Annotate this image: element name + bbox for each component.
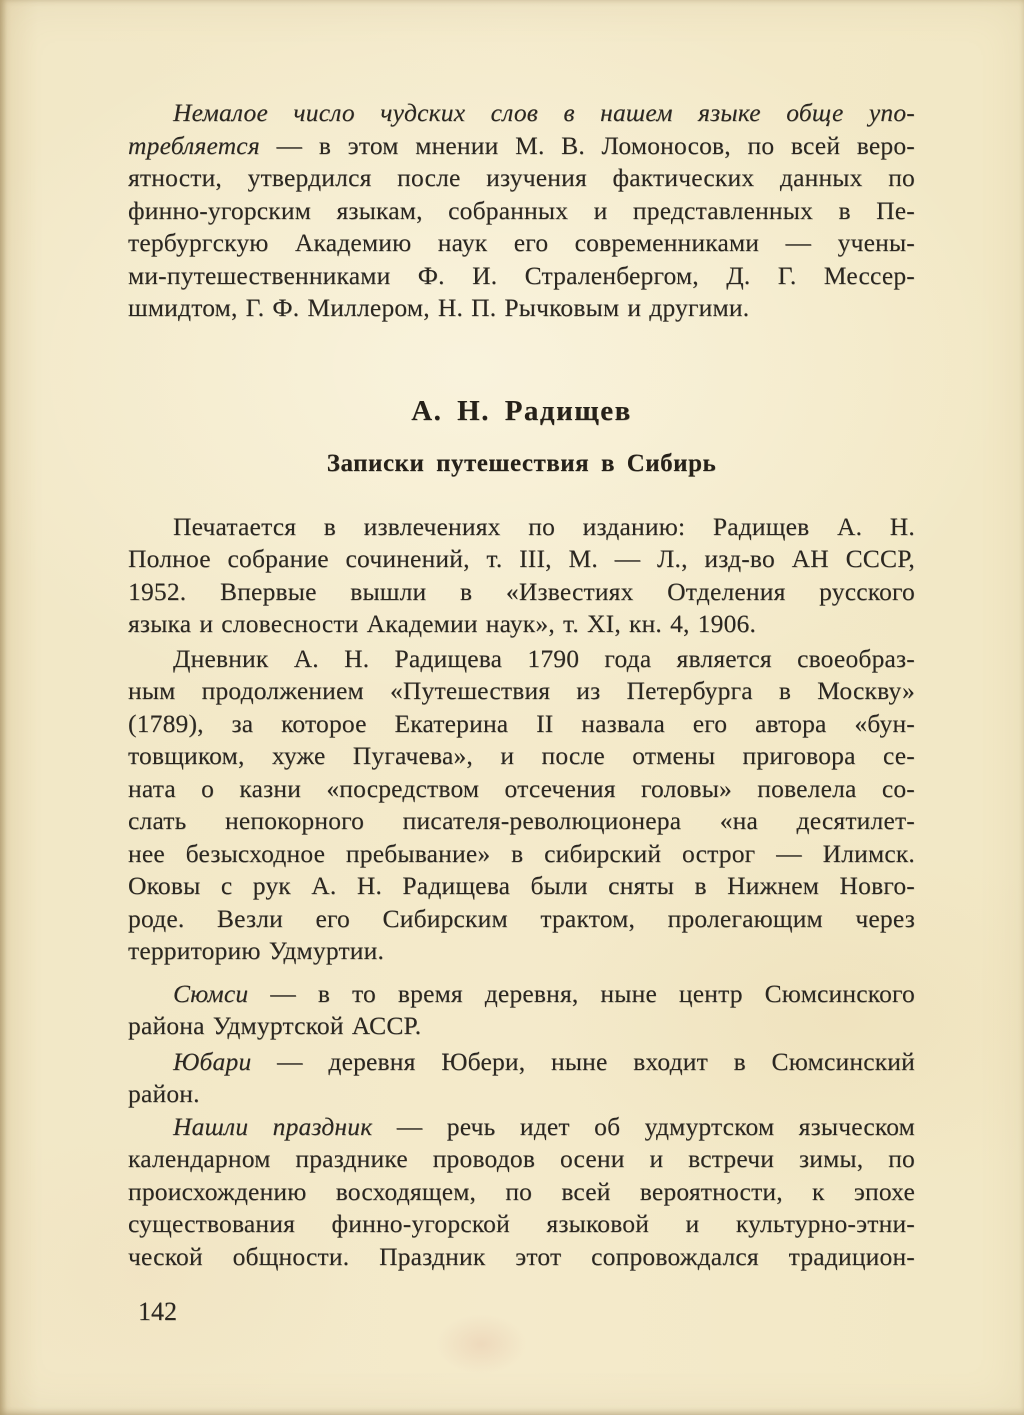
text-line (128, 1078, 915, 1111)
body-text: ната о казни «посредством отсечения головы» повелела со- (128, 773, 915, 803)
author-heading: А. Н. Радищев (411, 394, 632, 427)
text-line (128, 1241, 915, 1274)
italic-term: Нашли праздник (173, 1111, 373, 1141)
text-line (128, 643, 915, 676)
text-line (128, 978, 915, 1011)
body-text: ным продолжением «Путешествия из Петербурга в Москву» (128, 676, 915, 705)
body-text: происхождению восходящем, по всей вероятности, к эпохе (128, 1176, 915, 1206)
text-line (128, 130, 915, 163)
body-text: шмидтом, Г. Ф. Миллером, Н. П. Рычковым и другими. (128, 293, 750, 322)
body-text: (1789), за которое Екатерина II назвала его автора «бун- (128, 708, 915, 738)
body-text: ми-путешественниками Ф. И. Страленбергом, Д. Г. Мессер- (128, 260, 915, 290)
italic-term: Немалое число чудских слов в нашем языке обще упо- (173, 98, 915, 127)
body-text: территорию Удмуртии. (128, 936, 385, 965)
italic-term: Сюмси (173, 978, 249, 1008)
body-text: нее безысходное пребывание» в сибирский острог — Илимск. (128, 838, 915, 868)
text-line (128, 675, 915, 708)
text-line (128, 260, 915, 293)
body-text: — деревня Юбери, ныне входит в Сюмсинский (251, 1046, 915, 1076)
text-line (128, 935, 915, 968)
body-text: Дневник А. Н. Радищева 1790 года является своеобраз- (173, 643, 915, 673)
body-text: календарном празднике проводов осени и встречи зимы, по (128, 1144, 915, 1173)
text-line (128, 805, 915, 838)
work-title-subheading: Записки путешествия в Сибирь (326, 449, 717, 477)
text-line (128, 292, 915, 325)
body-text: финно-угорским языкам, собранных и представленных в Пе- (128, 195, 915, 225)
text-line (128, 870, 915, 903)
body-text: Полное собрание сочинений, т. III, М. — Л., изд-во АН СССР, (128, 544, 915, 573)
text-column (128, 97, 915, 1273)
body-text: роде. Везли его Сибирским трактом, пролегающим через (128, 903, 915, 933)
text-line (128, 511, 915, 544)
body-text: — речь идет об удмуртском языческом (372, 1111, 915, 1141)
text-line (128, 608, 915, 641)
text-line (128, 1111, 915, 1144)
intro-paragraph (128, 97, 915, 325)
text-line (128, 838, 915, 871)
text-line (128, 162, 915, 195)
diary-commentary-paragraph (128, 643, 915, 968)
text-line (128, 227, 915, 260)
body-text: слать непокорного писателя-революционера «на десятилет- (128, 806, 915, 835)
italic-term: Юбари (173, 1046, 252, 1076)
text-line (128, 97, 915, 130)
text-line (128, 1046, 915, 1079)
text-line (128, 903, 915, 936)
text-line (128, 195, 915, 228)
body-text: район. (128, 1079, 200, 1108)
body-text: — в то время деревня, ныне центр Сюмсинского (248, 978, 915, 1008)
body-text: товщиком, хуже Пугачева», и после отмены приговора се- (128, 741, 915, 770)
text-line (128, 740, 915, 773)
yubari-note-paragraph (128, 1046, 915, 1111)
body-text: 1952. Впервые вышли в «Известиях Отделения русского (128, 576, 915, 606)
text-line (128, 1176, 915, 1209)
body-text: ятности, утвердился после изучения фактических данных по (128, 163, 915, 192)
page-number: 142 (138, 1297, 177, 1326)
text-line (128, 1208, 915, 1241)
text-line (128, 708, 915, 741)
syumsi-note-paragraph (128, 978, 915, 1043)
body-text: Оковы с рук А. Н. Радищева были сняты в Нижнем Новго- (128, 871, 915, 900)
nashli-prazdnik-note-paragraph (128, 1111, 915, 1274)
body-text: — в этом мнении М. В. Ломоносов, по всей веро- (259, 130, 915, 160)
text-line (128, 543, 915, 576)
text-line (128, 773, 915, 806)
body-text: языка и словесности Академии наук», т. XI, кн. 4, 1906. (128, 609, 757, 638)
body-text: существования финно-угорской языковой и культурно-этни- (128, 1209, 915, 1238)
edition-note-paragraph (128, 511, 915, 641)
italic-term: требляется (128, 130, 260, 160)
text-line (128, 576, 915, 609)
body-text: ческой общности. Праздник этот сопровождался традицион- (128, 1241, 915, 1271)
text-line (128, 1143, 915, 1176)
body-text: тербургскую Академию наук его современниками — учены- (128, 228, 915, 257)
body-text: района Удмуртской АССР. (128, 1011, 422, 1040)
body-text: Печатается в извлечениях по изданию: Радищев А. Н. (173, 511, 915, 541)
text-line (128, 1010, 915, 1043)
